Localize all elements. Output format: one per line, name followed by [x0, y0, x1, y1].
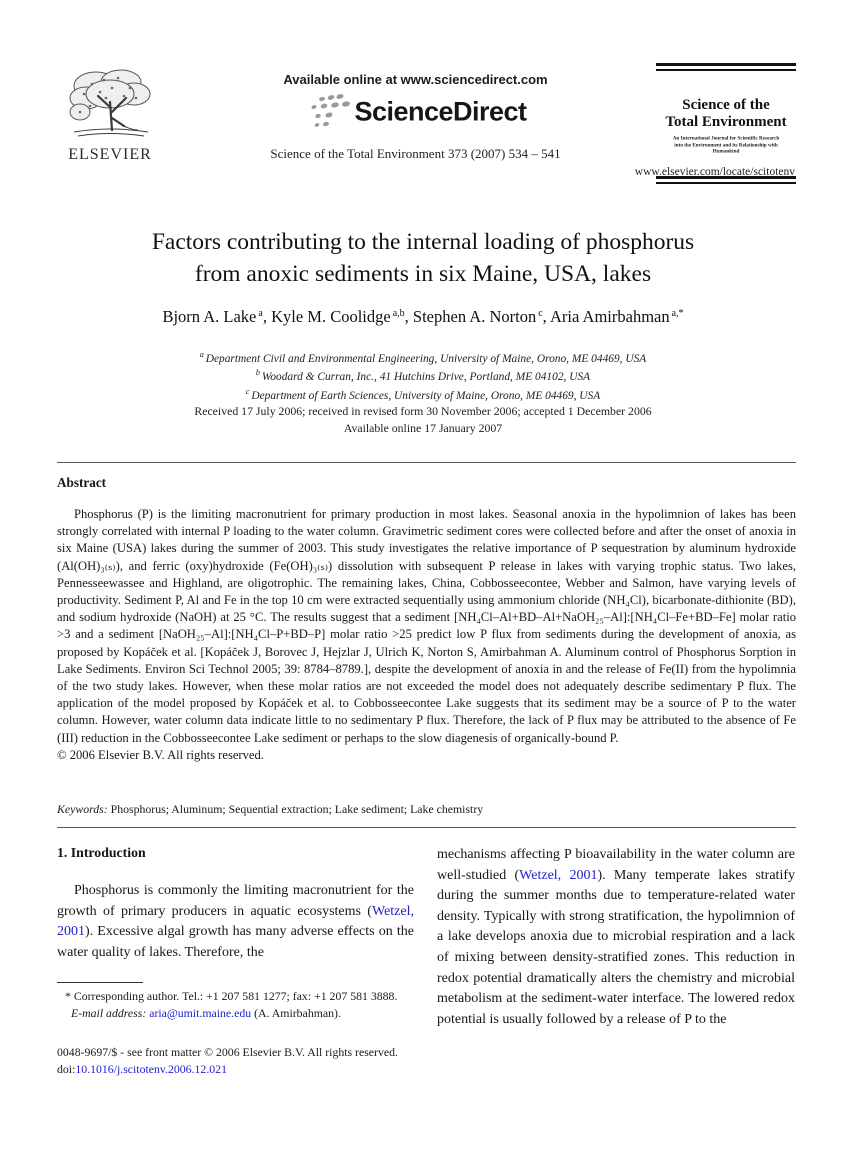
- article-title-line2: from anoxic sediments in six Maine, USA, lakes: [194, 261, 652, 288]
- abstract-body: [57, 506, 796, 764]
- masthead-subtitle: [666, 136, 786, 155]
- author: Aria Amirbahman $^{a,*}$: [550, 307, 684, 326]
- masthead-subtitle-line1: An International Journal for Scientific Research: [672, 135, 780, 141]
- elsevier-logo-block: [60, 68, 160, 164]
- footnote-block: [57, 989, 414, 1022]
- email-link[interactable]: aria@umit.maine.edu: [149, 1005, 252, 1020]
- article-title: [0, 226, 846, 291]
- author: Stephen A. Norton $^c$,: [412, 307, 551, 326]
- intro-right-text: ). Many temperate lakes stratify during the summer months due to temperature-related water density. Typically with strong stratification, the hypolimnion of a lake develops anoxia due to microbial respiration and a lack of mixing between density-stratified zones. This reduction in redox potential dramatically alters the chemistry and microbial metabolism at the sediment-water interface. The lowered redox potential is usually followed by a release of P to the: [437, 867, 795, 1027]
- doi-line: [57, 1061, 477, 1078]
- masthead-title-line1: Science of the: [682, 97, 770, 113]
- affiliation: $^a$ Department Civil and Environmental Engineering, University of Maine, Orono, ME 04469, USA: [199, 350, 647, 365]
- divider-rule: [57, 462, 796, 463]
- divider-rule: [57, 827, 796, 828]
- email-line: [57, 1006, 414, 1022]
- intro-left-text: ). Excessive algal growth has many adverse effects on the water quality of lakes. Therefore, the: [57, 924, 414, 960]
- abstract-heading: Abstract: [57, 475, 107, 490]
- intro-left-text: Phosphorus is commonly the limiting macronutrient for the growth of primary producers in aquatic ecosystems (: [57, 883, 414, 919]
- available-online-date: Available online 17 January 2007: [343, 420, 503, 435]
- abstract-copyright: © 2006 Elsevier B.V. All rights reserved.: [57, 747, 264, 762]
- masthead-journal-title: [656, 97, 796, 132]
- available-online-text: Available online at www.sciencedirect.com: [283, 72, 548, 87]
- sciencedirect-logo-text: ScienceDirect: [354, 96, 527, 127]
- received-dates: Received 17 July 2006; received in revised form 30 November 2006; accepted 1 December 2006: [194, 404, 652, 418]
- doi-label: doi:: [57, 1061, 76, 1076]
- issn-doi-block: [57, 1044, 477, 1077]
- author: Kyle M. Coolidge $^{a,b}$,: [271, 307, 413, 326]
- journal-locate-url: www.elsevier.com/locate/scitotenv: [634, 166, 795, 178]
- intro-right-column: [437, 845, 795, 1030]
- keywords-line: [57, 802, 796, 817]
- masthead-title-line2: Total Environment: [665, 114, 787, 131]
- footnote-rule: [57, 982, 143, 983]
- elsevier-tree-icon: [66, 68, 154, 144]
- citation-link-wetzel-2001[interactable]: Wetzel, 2001: [57, 903, 414, 940]
- abstract-paragraph: Phosphorus (P) is the limiting macronutrient for primary production in most lakes. Seasonal anoxia in the hypolimnion of lakes has been strongly correlated with internal P loading to the water column. Gravimetric sediment cores were collected before and after the onset of anoxia in six Maine (USA) lakes during the summer of 2003. This study investigates the relative importance of P sequestration by aluminum hydroxide (Al(OH)₃₍ₛ₎), and ferric (oxy)hydroxide (Fe(OH)₃₍ₛ₎) dissolution with subsequent P release in lakes with varying trophic status. Two lakes, Pennesseewassee and Highland, are oligotrophic. The remaining lakes, China, Cobbosseecontee, Webber and Salmon, have varying levels of productivity. Sediment P, Al and Fe in the top 10 cm were extracted sequentially using ammonium chloride (NH₄Cl), bicarbonate-dithionite (BD), and sodium hydroxide (NaOH) at 25 °C. The results suggest that a sediment [NH₄Cl–Al+BD–Al+NaOH₂₅–Al]:[NH₄Cl–Fe+BD–Fe] molar ratio >3 and a sediment [NaOH₂₅–Al]:[NH₄Cl–P+BD–P] molar ratio >25 predict low P flux from sediments during the development of anoxia, as proposed by Kopáček et al. [Kopáček J, Borovec J, Hejzlar J, Ulrich K, Norton S, Amirbahman A. Aluminum control of Phosphorus Sorption in Lake Sediments. Environ Sci Technol 2005; 39: 8784–8789.], despite the development of anoxia in and the release of Fe(II) from the hypolimnia of the two study lakes. However, when these molar ratios are not exceeded the model does not adequately describe sedimentary P flux. The application of the model proposed by Kopáček et al. to Cobbosseecontee Lake suggests that its sediment may be a source of P to the water column. However, water column data indicate little to no sedimentary P flux. Therefore, the lack of P flux may be attributed to the absence of Fe (III) reduction in the Cobbosseecontee Lake sediment or perhaps to the slow diagenesis of organically-bound P.: [57, 507, 796, 745]
- email-suffix: (A. Amirbahman).: [251, 1005, 341, 1020]
- corresponding-author-note: * Corresponding author. Tel.: +1 207 581 1277; fax: +1 207 581 3888.: [65, 989, 398, 1003]
- sciencedirect-logo: [243, 94, 588, 130]
- keywords-text: Phosphorus; Aluminum; Sequential extraction; Lake sediment; Lake chemistry: [107, 802, 484, 816]
- affiliation-list: [0, 348, 846, 403]
- elsevier-logo-text: ELSEVIER: [68, 146, 152, 163]
- affiliation: $^b$ Woodard & Curran, Inc., 41 Hutchins Drive, Portland, ME 04102, USA: [255, 368, 591, 384]
- author: Bjorn A. Lake $^a$,: [162, 307, 272, 326]
- masthead-top-rule: [656, 63, 796, 71]
- email-label: E-mail address:: [71, 1005, 150, 1020]
- masthead-subtitle-line2: into the Environment and its Relationship with Humankind: [674, 141, 778, 154]
- article-title-line1: Factors contributing to the internal loading of phosphorus: [151, 229, 695, 255]
- keywords-label: Keywords:: [57, 802, 108, 816]
- section-heading-introduction: 1. Introduction: [57, 845, 146, 860]
- intro-left-column: [57, 881, 414, 963]
- intro-right-text: mechanisms affecting P bioavailability in the water column are well-studied (: [437, 847, 795, 883]
- doi-link[interactable]: 10.1016/j.scitotenv.2006.12.021: [75, 1061, 227, 1076]
- sciencedirect-dots-icon: [304, 94, 352, 130]
- journal-citation: Science of the Total Environment 373 (2007) 534 – 541: [270, 146, 561, 161]
- article-history: [0, 403, 846, 436]
- affiliation: $^c$ Department of Earth Sciences, University of Maine, Orono, ME 04469, USA: [245, 386, 601, 402]
- citation-link-wetzel-2001[interactable]: Wetzel, 2001: [519, 867, 598, 883]
- issn-line: 0048-9697/$ - see front matter © 2006 Elsevier B.V. All rights reserved.: [57, 1045, 398, 1059]
- header-center-block: [243, 72, 588, 162]
- author-list: [0, 307, 846, 327]
